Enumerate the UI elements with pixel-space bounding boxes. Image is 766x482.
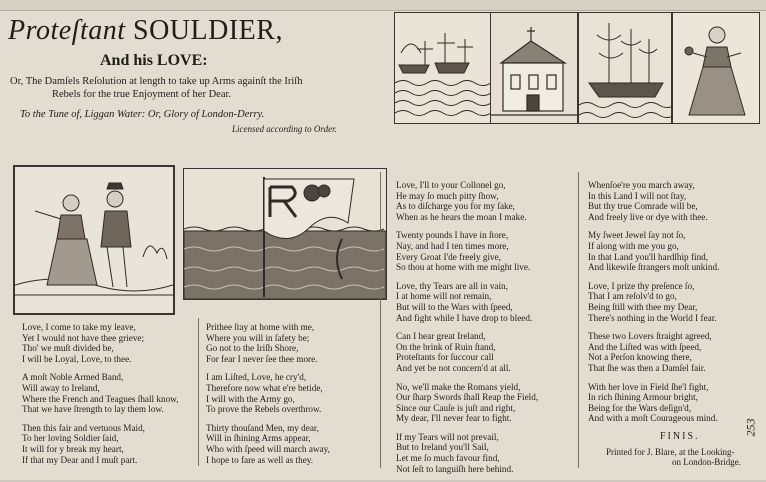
stanza (396, 281, 538, 323)
stanza (396, 432, 538, 474)
verse-line: Love, I come to take my leave, (22, 322, 136, 332)
stanza (588, 230, 719, 272)
verse-line: Our ſharp Swords ſhall Reap the Field, (396, 392, 539, 403)
ballad-subtitle: And his LOVE: (100, 52, 208, 69)
verse-line: Then this fair and vertuous Maid, (22, 422, 145, 433)
verse-line: Whenſoe're you march away, (588, 180, 695, 190)
verse-line: When as he hears the moan I make. (396, 211, 527, 222)
verse-line: Being for the Wars deſign'd, (588, 402, 692, 413)
galleon-woodcut (578, 12, 672, 124)
verse-line: My dear, I'll never fear to fight. (396, 413, 512, 424)
verse-line: But thy true Comrade will be, (588, 201, 698, 212)
stanza (588, 281, 719, 323)
verse-line: My ſweet Jewel ſay not ſo, (588, 230, 686, 241)
flag-woodcut (183, 168, 387, 300)
stanza (588, 331, 719, 373)
verse-line: Nay, and had I ten times more, (396, 240, 509, 251)
verse-line: I will be Loyal, Love, to thee. (22, 353, 132, 364)
verse-line: And freely live or dye with thee. (588, 211, 708, 222)
verse-line: It will for y break my heart, (22, 443, 124, 454)
title-word-protestant: Proteſtant (8, 15, 134, 46)
stanza (22, 322, 179, 364)
ships-woodcut (394, 12, 492, 124)
verse-line: To her loving Soldier ſaid, (22, 433, 119, 444)
stanza (22, 372, 179, 414)
verse-line: If along with me you go, (588, 240, 679, 251)
stanza (588, 180, 719, 222)
verse-line: On the brink of Ruin ſtand, (396, 341, 496, 352)
verse-line: And likewiſe ſtrangers moſt unkind. (588, 262, 720, 273)
verse-line: Thirty thouſand Men, my dear, (206, 422, 319, 433)
verse-line: And the Liſted was with ſpeed, (588, 341, 702, 352)
couple-woodcut (13, 165, 175, 315)
church-woodcut (490, 12, 578, 124)
imprint-line-1: Printed for J. Blare, at the Looking- (606, 447, 735, 457)
stanza (206, 322, 330, 364)
verse-column-4 (588, 180, 719, 432)
verse-line: No, we'll make the Romans yield, (396, 381, 521, 392)
verse-line: As to diſcharge you for my ſake, (396, 201, 515, 212)
imprint-line-2: on London-Bridge. (672, 457, 741, 467)
ballad-title (8, 14, 394, 48)
verse-line: Every Groat I'de freely give, (396, 251, 501, 262)
verse-column-2 (206, 322, 330, 473)
column-rule (380, 172, 381, 468)
verse-line: Since our Cauſe is juſt and right, (396, 402, 516, 413)
verse-line: And with a moſt Courageous mind. (588, 413, 718, 424)
verse-line: He may ſo much pitty ſhow, (396, 190, 499, 201)
verse-line: If my Tears will not prevail, (396, 431, 499, 442)
stanza (396, 382, 538, 424)
stanza (588, 382, 719, 424)
verse-line: Prithee ſtay at home with me, (206, 322, 315, 332)
stanza (396, 331, 538, 373)
verse-column-1 (22, 322, 179, 473)
verse-line: Love, thy Tears are all in vain, (396, 280, 508, 291)
verse-line: With her love in Field ſhe'l fight, (588, 381, 709, 392)
verse-line: Will away to Ireland, (22, 382, 100, 393)
verse-line: Proteſtants for ſuccour call (396, 352, 494, 363)
verse-line: Love, I prize thy preſence ſo, (588, 280, 695, 291)
column-rule (578, 172, 579, 468)
verse-line: But will to the Wars with ſpeed, (396, 301, 513, 312)
verse-line: But to Ireland you'll Sail, (396, 442, 489, 453)
verse-line: Can I hear great Ireland, (396, 331, 486, 342)
stanza (206, 423, 330, 465)
verse-line: Being ſtill with thee my Dear, (588, 301, 698, 312)
subtitle-line-2: Rebels for the true Enjoyment of her Dear. (52, 89, 232, 100)
lady-woodcut (672, 12, 760, 124)
verse-line: I will with the Army go, (206, 393, 295, 404)
verse-line: In rich ſhining Armour bright, (588, 392, 698, 403)
verse-line: Will in ſhining Arms appear, (206, 433, 311, 444)
verse-line: Where you will in ſafety be; (206, 332, 310, 343)
verse-line: And fight while I have drop to bleed. (396, 312, 533, 323)
stanza (22, 423, 179, 465)
verse-line: If that my Dear and I muſt part. (22, 454, 138, 465)
verse-line: These two Lovers ſtraight agreed, (588, 331, 712, 342)
verse-line: I hope to fare as well as they. (206, 454, 314, 465)
verse-line: Where the French and Teagues ſhall know, (22, 393, 179, 404)
verse-column-3 (396, 180, 538, 482)
finis: FINIS. (660, 431, 700, 442)
title-word-souldier: SOULDIER, (133, 15, 283, 46)
verse-line: Therefore now what e're betide, (206, 382, 323, 393)
verse-line: Tho' we muſt divided be, (22, 343, 114, 354)
verse-line: I at home will not remain, (396, 291, 492, 302)
stanza (396, 180, 538, 222)
verse-line: Love, I'll to your Collonel go, (396, 180, 506, 190)
verse-line: And yet be not concern'd at all. (396, 362, 511, 373)
verse-line: That ſhe was then a Damſel fair. (588, 362, 706, 373)
verse-line: There's nothing in the World I fear. (588, 312, 717, 323)
verse-line: A moſt Noble Armed Band, (22, 372, 124, 383)
tune-line: To the Tune of, Liggan Water: Or, Glory of London-Derry. (20, 109, 265, 120)
page-number: 253 (743, 418, 758, 437)
stanza (396, 230, 538, 272)
cropped-top-edge (0, 0, 766, 11)
subtitle-line-1: Or, The Damſels Reſolution at length to take up Arms againſt the Iriſh (10, 76, 303, 87)
verse-line: That I am reſolv'd to go, (588, 291, 677, 302)
verse-line: In this Land I will not ſtay, (588, 190, 687, 201)
verse-line: Twenty pounds I have in ſtore, (396, 230, 509, 241)
verse-line: I am Liſted, Love, he cry'd, (206, 372, 307, 383)
verse-line: To prove the Rebels overthrow. (206, 404, 322, 415)
stanza (206, 372, 330, 414)
verse-line: Not a Perſon knowing there, (588, 352, 692, 363)
verse-line: Not ſeſt to languiſh here behind. (396, 463, 514, 474)
verse-line: Who with ſpeed will march away, (206, 443, 330, 454)
license-line: Licensed according to Order. (232, 124, 337, 134)
verse-line: Yet I would not have thee grieve; (22, 332, 145, 343)
verse-line: In that Land you'll hardſhip find, (588, 251, 709, 262)
verse-line: Go not to the Iriſh Shore, (206, 343, 299, 354)
verse-line: So thou at home with me might live. (396, 262, 531, 273)
verse-line: Let me ſo much favour find, (396, 453, 500, 464)
column-rule (198, 318, 199, 466)
verse-line: For fear I never ſee thee more. (206, 353, 318, 364)
verse-line: That we have ſtrength to lay them low. (22, 404, 164, 415)
